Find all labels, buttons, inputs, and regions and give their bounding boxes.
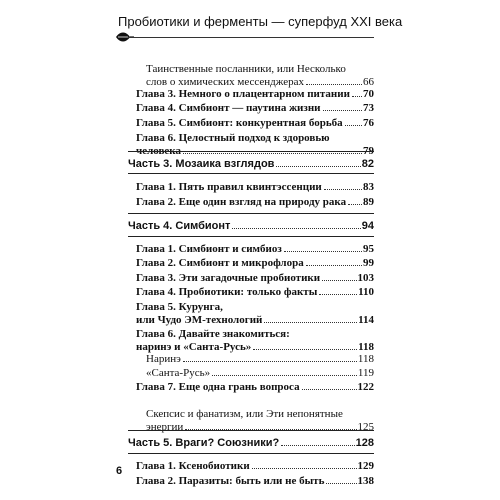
toc-page-number: 66 (363, 76, 374, 88)
toc-entry[interactable] (136, 475, 374, 488)
toc-entry-line: Глава 6. Целостный подход к здоровью (136, 132, 330, 144)
toc-entry-title: или Чудо ЭМ-технологий (136, 314, 263, 326)
toc-entry[interactable] (136, 301, 374, 327)
toc-entry-line: Таинственные посланники, или Несколько (146, 63, 346, 75)
toc-entry-title: Глава 1. Симбионт и симбиоз (136, 243, 282, 255)
dot-leader (232, 228, 360, 229)
dot-leader (306, 84, 362, 85)
toc-entry-title: энергии (146, 421, 184, 433)
dot-leader (322, 280, 356, 281)
toc-entry[interactable] (136, 102, 374, 115)
toc-entry-line: Глава 5. Курунга, (136, 301, 223, 313)
dot-leader (284, 251, 362, 252)
toc-entry-title: «Санта-Русь» (146, 367, 211, 379)
toc-entry-line: Глава 6. Давайте знакомиться: (136, 328, 290, 340)
toc-page-number: 99 (363, 257, 374, 269)
toc-entry[interactable] (128, 158, 374, 171)
toc-entry[interactable] (136, 181, 374, 194)
dot-leader (326, 483, 356, 484)
toc-entry-title: Глава 2. Еще один взгляд на природу рака (136, 196, 347, 208)
toc-entry[interactable] (146, 63, 374, 89)
dot-leader (264, 322, 357, 323)
toc-entry[interactable] (136, 381, 374, 394)
toc-entry-title: Глава 3. Немного о плацентарном питании (136, 88, 350, 100)
dot-leader (253, 349, 357, 350)
toc-page-number: 103 (357, 272, 374, 284)
toc-page-number: 76 (363, 117, 374, 129)
toc-entry[interactable] (136, 286, 374, 299)
toc-entry[interactable] (146, 353, 374, 366)
dot-leader (306, 265, 362, 266)
dot-leader (302, 389, 357, 390)
toc-page-number: 82 (361, 158, 374, 170)
toc-page-number: 95 (363, 243, 374, 255)
toc-entry-title: Глава 1. Ксенобиотики (136, 460, 250, 472)
header-rule (128, 37, 374, 38)
toc-entry-title: человека (136, 145, 181, 157)
toc-entry[interactable] (128, 437, 374, 450)
toc-entry[interactable] (136, 196, 374, 209)
toc-page-number: 122 (357, 381, 374, 393)
toc-page-number: 128 (355, 437, 374, 449)
toc-entry[interactable] (136, 257, 374, 270)
section-rule (128, 453, 374, 454)
section-rule (128, 213, 374, 214)
toc-page-number: 83 (363, 181, 374, 193)
dot-leader (348, 204, 362, 205)
dot-leader (319, 294, 357, 295)
dot-leader (252, 468, 357, 469)
section-rule (128, 173, 374, 174)
toc-page-number: 114 (358, 314, 374, 326)
toc-entry-title: Глава 4. Пробиотики: только факты (136, 286, 318, 298)
dot-leader (212, 375, 357, 376)
toc-entry[interactable] (128, 220, 374, 233)
toc-entry[interactable] (136, 88, 374, 101)
dot-leader (183, 153, 362, 154)
toc-page-number: 94 (361, 220, 374, 232)
dot-leader (324, 189, 362, 190)
toc-entry-title: слов о химических мессенджерах (146, 76, 304, 88)
toc-page-number: 89 (363, 196, 374, 208)
toc-entry[interactable] (136, 243, 374, 256)
page-number: 6 (116, 465, 123, 477)
section-rule (128, 151, 374, 152)
toc-entry-title: Часть 3. Мозаика взглядов (128, 158, 275, 170)
section-rule (128, 236, 374, 237)
toc-entry-title: Часть 5. Враги? Союзники? (128, 437, 280, 449)
toc-page-number: 119 (357, 367, 374, 379)
toc-entry-title: Глава 2. Симбионт и микрофлора (136, 257, 304, 269)
toc-entry-title: наринэ и «Санта-Русь» (136, 341, 252, 353)
toc-entry-line: Скепсис и фанатизм, или Эти непонятные (146, 408, 343, 420)
toc-entry-title: Наринэ (146, 353, 181, 365)
toc-entry[interactable] (136, 132, 374, 158)
toc-entry-title: Глава 2. Паразиты: быть или не быть (136, 475, 325, 487)
toc-entry[interactable] (136, 460, 374, 473)
dot-leader (183, 361, 357, 362)
toc-page-number: 118 (357, 353, 374, 365)
running-header: Пробиотики и ферменты — суперфуд XXI века (118, 14, 403, 29)
toc-page-number: 79 (363, 145, 374, 157)
toc-entry-title: Глава 1. Пять правил квинтэссенции (136, 181, 322, 193)
toc-entry-title: Глава 7. Еще одна грань вопроса (136, 381, 300, 393)
toc-entry[interactable] (146, 367, 374, 380)
toc-entry-title: Глава 3. Эти загадочные пробиотики (136, 272, 321, 284)
dot-leader (323, 110, 363, 111)
toc-entry[interactable] (136, 117, 374, 130)
toc-entry-title: Глава 5. Симбионт: конкурентная борьба (136, 117, 343, 129)
toc-page-number: 110 (358, 286, 374, 298)
toc-page-number: 118 (358, 341, 374, 353)
dot-leader (276, 166, 360, 167)
toc-page-number: 125 (357, 421, 374, 433)
toc-page-number: 129 (357, 460, 374, 472)
toc-entry-title: Часть 4. Симбионт (128, 220, 231, 232)
dot-leader (352, 96, 362, 97)
toc-entry-title: Глава 4. Симбионт — паутина жизни (136, 102, 321, 114)
dot-leader (281, 445, 354, 446)
toc-page-number: 138 (357, 475, 374, 487)
toc-page-number: 70 (363, 88, 374, 100)
toc-entry[interactable] (136, 328, 374, 354)
section-rule (128, 430, 374, 431)
dot-leader (345, 125, 362, 126)
toc-entry[interactable] (136, 272, 374, 285)
toc-page-number: 73 (363, 102, 374, 114)
